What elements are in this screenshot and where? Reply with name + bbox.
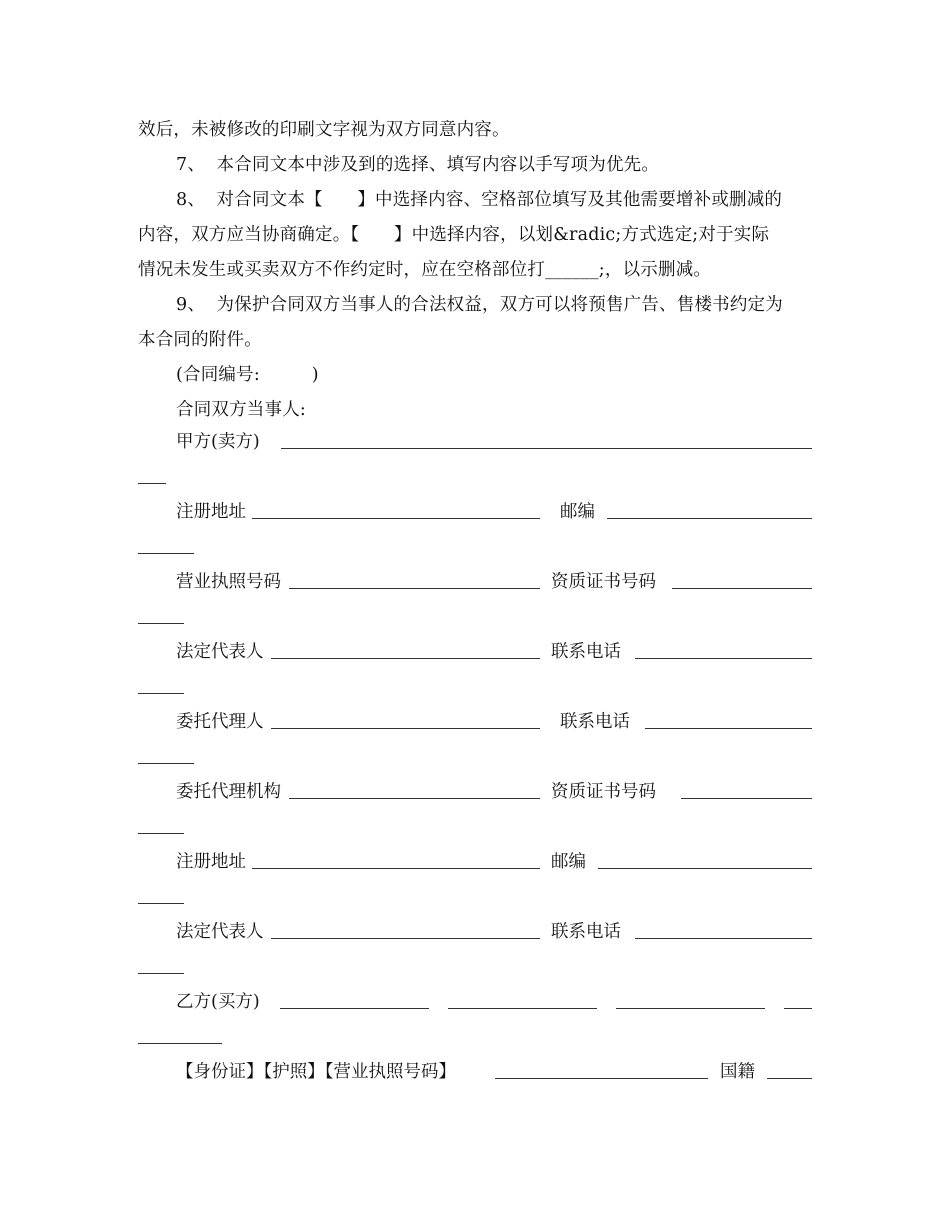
buyer-field-1[interactable] — [280, 1008, 429, 1009]
seller-phone-label: 联系电话 — [551, 642, 621, 662]
seller-label: 甲方(卖方) — [176, 432, 260, 452]
seller-agent-phone-field-continued[interactable] — [138, 763, 194, 764]
agency-qualification-field-continued[interactable] — [138, 833, 184, 834]
seller-legal-rep-label: 法定代表人 — [176, 642, 264, 662]
clause-9-line-1: 9、 为保护合同双方当事人的合法权益，双方可以将预售广告、售楼书约定为 — [176, 295, 783, 315]
seller-postcode-field[interactable] — [607, 518, 812, 519]
seller-postcode-field-continued[interactable] — [138, 553, 194, 554]
clause-7: 7、 本合同文本中涉及到的选择、填写内容以手写项为优先。 — [176, 155, 660, 175]
agency-field[interactable] — [289, 798, 540, 799]
seller-license-label: 营业执照号码 — [176, 572, 281, 592]
agency-qualification-field[interactable] — [681, 798, 812, 799]
paragraph-continuation: 效后，未被修改的印刷文字视为双方同意内容。 — [138, 120, 510, 140]
agency-phone-field[interactable] — [635, 938, 812, 939]
agency-postcode-field[interactable] — [598, 868, 812, 869]
clause-8-line-1: 8、 对合同文本【 】中选择内容、空格部位填写及其他需要增补或删减的 — [176, 190, 783, 210]
seller-phone-field[interactable] — [635, 658, 812, 659]
seller-postcode-label: 邮编 — [560, 502, 595, 522]
clause-8-line-3: 情况未发生或买卖双方不作约定时，应在空格部位打______;，以示删减。 — [138, 260, 712, 280]
agency-qualification-label: 资质证书号码 — [551, 782, 656, 802]
agency-address-field[interactable] — [252, 868, 540, 869]
buyer-id-types: 【身份证】【护照】【营业执照号码】 — [176, 1062, 456, 1082]
seller-legal-rep-field[interactable] — [271, 658, 540, 659]
seller-phone-field-continued[interactable] — [138, 693, 184, 694]
seller-agent-phone-field[interactable] — [645, 728, 812, 729]
buyer-nationality-label: 国籍 — [720, 1062, 755, 1082]
agency-phone-label: 联系电话 — [551, 922, 621, 942]
agency-postcode-label: 邮编 — [551, 852, 586, 872]
agency-legal-rep-field[interactable] — [271, 938, 540, 939]
buyer-field-2[interactable] — [448, 1008, 597, 1009]
buyer-label: 乙方(买方) — [176, 992, 260, 1012]
buyer-field-4-continued[interactable] — [138, 1043, 222, 1044]
parties-heading: 合同双方当事人: — [176, 400, 306, 420]
agency-label: 委托代理机构 — [176, 782, 281, 802]
buyer-field-3[interactable] — [616, 1008, 765, 1009]
seller-reg-address-label: 注册地址 — [176, 502, 246, 522]
seller-reg-address-field[interactable] — [252, 518, 540, 519]
seller-qualification-field[interactable] — [672, 588, 812, 589]
seller-agent-label: 委托代理人 — [176, 712, 264, 732]
clause-9-line-2: 本合同的附件。 — [138, 330, 262, 350]
agency-legal-rep-label: 法定代表人 — [176, 922, 264, 942]
seller-agent-field[interactable] — [271, 728, 540, 729]
buyer-id-number-field[interactable] — [495, 1078, 708, 1079]
agency-address-label: 注册地址 — [176, 852, 246, 872]
clause-8-line-2: 内容，双方应当协商确定。【 】中选择内容，以划&radic;方式选定;对于实际 — [138, 225, 770, 245]
seller-name-field[interactable] — [281, 448, 812, 449]
agency-phone-field-continued[interactable] — [138, 973, 184, 974]
seller-name-field-continued[interactable] — [138, 483, 166, 484]
buyer-field-4[interactable] — [784, 1008, 812, 1009]
seller-agent-phone-label: 联系电话 — [560, 712, 630, 732]
agency-postcode-field-continued[interactable] — [138, 903, 184, 904]
buyer-nationality-field[interactable] — [767, 1078, 812, 1079]
contract-number: (合同编号: ) — [176, 365, 319, 385]
seller-qualification-label: 资质证书号码 — [551, 572, 656, 592]
seller-qualification-field-continued[interactable] — [138, 623, 184, 624]
seller-license-field[interactable] — [289, 588, 540, 589]
